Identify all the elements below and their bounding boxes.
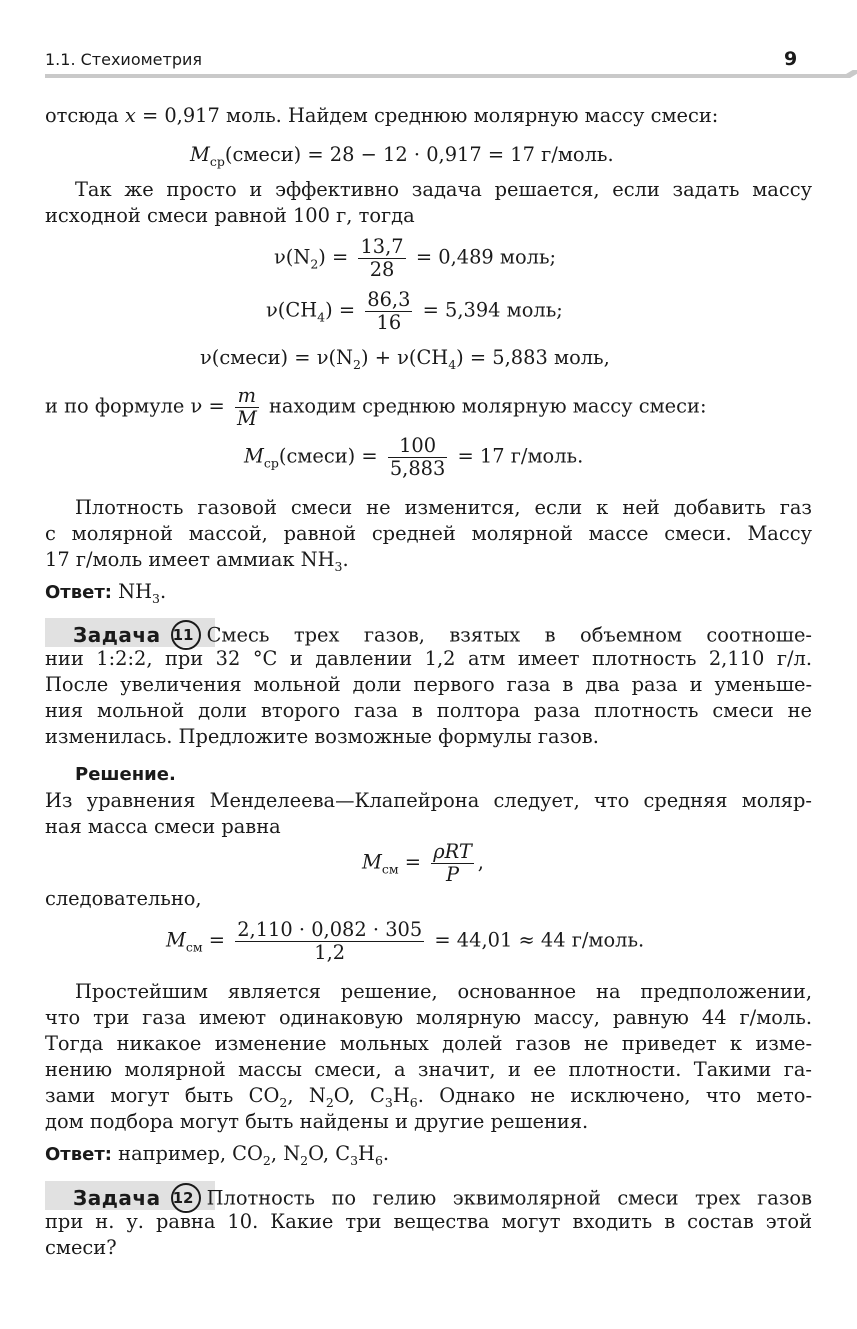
task-number-badge: 11 [171, 620, 201, 650]
answer-label: Ответ: [45, 582, 112, 603]
subscript: 2 [325, 1094, 334, 1110]
text-span: O, C [333, 1084, 385, 1107]
subscript: 2 [353, 356, 361, 372]
subscript: 4 [317, 309, 326, 325]
paragraph-line: с молярной массой, равной средней молярной массе смеси. Массу [45, 522, 812, 545]
header-rule-end-arrow [796, 70, 857, 82]
text-span: (смеси) [278, 444, 356, 468]
solution-line: Из уравнения Менделеева—Клапейрона следует, что средняя моляр- [45, 789, 812, 812]
formula-nu-n2 [274, 236, 556, 281]
solution-label: Решение. [75, 764, 176, 785]
fraction-numerator: 2,110 · 0,082 · 305 [237, 918, 423, 941]
fraction-numerator: 13,7 [360, 235, 404, 258]
text-span: . [342, 548, 349, 571]
solution-line [45, 1083, 812, 1109]
task-11-line: ния мольной доли второго газа в полтора раза плотность смеси не [45, 699, 812, 722]
solution-heading [75, 761, 842, 788]
subscript: 6 [374, 1152, 383, 1168]
text-line [45, 103, 812, 129]
formula-nu-mixture [200, 345, 610, 371]
text-span: ) [318, 245, 326, 269]
paragraph-line [45, 385, 812, 430]
text-span: . [159, 580, 167, 603]
symbol-nu: ν [274, 245, 286, 269]
subscript: 2 [310, 256, 319, 272]
fraction-denominator: 1,2 [314, 941, 346, 964]
text-span: = 17 г/моль. [457, 444, 584, 468]
text-span: , N [270, 1142, 301, 1165]
text-span: (смеси) [224, 143, 302, 166]
text-span: = 5,394 моль; [422, 298, 563, 322]
task-11-line: изменилась. Предложите возможные формулы газов. [45, 725, 599, 748]
subscript: см [381, 861, 399, 877]
subscript: 3 [350, 1152, 359, 1168]
text-span: . Однако не исключено, что мето- [417, 1084, 813, 1107]
task-12-line: смеси? [45, 1236, 117, 1259]
fraction-numerator: ρRT [433, 840, 472, 863]
text-span: (N [285, 245, 311, 269]
text-span: = 0,489 моль; [415, 245, 557, 269]
symbol-M: M [166, 928, 186, 952]
subscript: ср [263, 455, 279, 471]
answer-label: Ответ: [45, 1144, 112, 1165]
fraction-denominator: P [445, 863, 460, 886]
paragraph-line: исходной смеси равной 100 г, тогда [45, 204, 415, 227]
solution-line: дом подбора могут быть найдены и другие решения. [45, 1110, 589, 1133]
page-number: 9 [784, 48, 798, 70]
text-span: , [477, 850, 484, 874]
equals-sign: = [338, 298, 356, 322]
solution-line: Тогда никакое изменение мольных долей газов не приведет к изме- [45, 1032, 812, 1055]
formula-nu-ch4 [266, 289, 563, 334]
fraction [235, 919, 424, 964]
fraction-denominator: 16 [376, 311, 402, 334]
fraction [388, 435, 448, 480]
text-span: H [392, 1084, 410, 1107]
text-span: отсюда [45, 104, 119, 127]
solution-line: Простейшим является решение, основанное на предположении, [75, 980, 812, 1003]
paragraph-line: Плотность газовой смеси не изменится, если к ней добавить газ [75, 496, 812, 519]
solution-line: что три газа имеют одинаковую молярную массу, равную 44 г/моль. [45, 1006, 812, 1029]
variable-x: x [124, 104, 136, 127]
text-span: Плотность по гелию эквимолярной смеси трех газов [206, 1186, 812, 1210]
subscript: 6 [409, 1094, 418, 1110]
answer-line [45, 579, 812, 606]
fraction [431, 841, 474, 886]
task-label: Задача [73, 1185, 161, 1210]
fraction-denominator: M [236, 407, 257, 430]
task-number-badge: 12 [171, 1183, 201, 1213]
text-span: (CH [277, 298, 318, 322]
text-span: и по формуле ν = [45, 394, 225, 418]
fraction-numerator: 100 [388, 435, 448, 458]
subscript: 3 [384, 1094, 393, 1110]
subscript: 2 [300, 1152, 309, 1168]
text-span: ) = 5,883 моль, [456, 346, 610, 369]
fraction-denominator: 5,883 [389, 457, 446, 480]
paragraph-line [45, 547, 812, 573]
text-span: , N [287, 1084, 326, 1107]
text-span: = 0,917 моль. Найдем среднюю молярную массу смеси: [141, 104, 719, 127]
paragraph-line: Так же просто и эффективно задача решается, если задать массу [75, 178, 812, 201]
text-span: 17 г/моль имеет аммиак NH [45, 548, 335, 571]
text-span: например, CO [118, 1142, 263, 1165]
formula-mean-molar-mass [190, 142, 614, 168]
fraction [235, 385, 259, 430]
fraction-numerator: 86,3 [367, 288, 411, 311]
formula-mean-molar-mass-2 [244, 435, 583, 480]
symbol-M: M [190, 143, 210, 166]
equals-sign: = [361, 444, 378, 468]
subscript: 3 [334, 558, 343, 574]
text-span: находим среднюю молярную массу смеси: [268, 394, 707, 418]
text-span: . [382, 1142, 390, 1165]
fraction [365, 289, 412, 334]
answer-line [45, 1141, 812, 1168]
text-span: NH [118, 580, 153, 603]
solution-line: нению молярной массы смеси, а значит, и ее плотности. Такими га- [45, 1058, 812, 1081]
fraction-denominator: 28 [369, 258, 395, 281]
text-span: ν(смеси) = ν(N [200, 346, 354, 369]
text-span: ) [325, 298, 333, 322]
equals-sign: = [404, 850, 422, 874]
text-span: O, C [308, 1142, 351, 1165]
formula-m-sm-value [166, 919, 644, 964]
subscript: 3 [152, 590, 160, 606]
subscript: см [185, 939, 203, 955]
task-12-line: при н. у. равна 10. Какие три вещества могут входить в состав этой [45, 1210, 812, 1233]
task-label: Задача [73, 622, 161, 647]
subscript: 2 [279, 1094, 288, 1110]
equals-sign: = [332, 245, 349, 269]
symbol-M: M [244, 444, 264, 468]
symbol-nu: ν [266, 298, 278, 322]
text-span: зами могут быть CO [45, 1084, 280, 1107]
solution-line: ная масса смеси равна [45, 815, 281, 838]
text-span: = 44,01 ≈ 44 г/моль. [434, 928, 645, 952]
text-span: H [358, 1142, 375, 1165]
subscript: ср [209, 153, 225, 169]
task-11-line: нии 1:2:2, при 32 °C и давлении 1,2 атм имеет плотность 2,110 г/л. [45, 647, 812, 670]
subscript: 2 [262, 1152, 271, 1168]
text-span: Смесь трех газов, взятых в объемном соотноше- [206, 623, 812, 647]
equals-sign: = [208, 928, 226, 952]
running-header-section-title: 1.1. Стехиометрия [45, 50, 203, 69]
text-span: = 28 − 12 · 0,917 = 17 г/моль. [307, 143, 614, 166]
fraction [358, 236, 405, 281]
symbol-M: M [362, 850, 382, 874]
solution-line: следовательно, [45, 887, 202, 910]
task-11-line: После увеличения мольной доли первого газа в два раза и уменьше- [45, 673, 812, 696]
text-span: ) + ν(CH [360, 346, 449, 369]
fraction-numerator: m [235, 385, 259, 408]
formula-m-sm [362, 841, 484, 886]
header-rule [45, 74, 800, 78]
subscript: 4 [448, 356, 457, 372]
